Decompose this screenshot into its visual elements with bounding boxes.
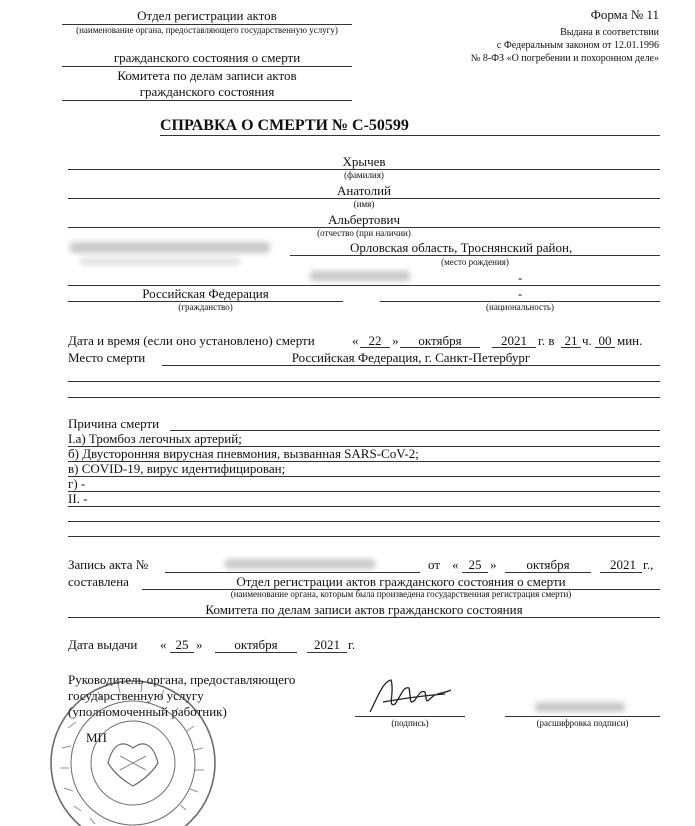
- birthplace-caption: (место рождения): [441, 257, 509, 267]
- cause-v: в) COVID-19, вирус идентифицирован;: [68, 461, 286, 476]
- issue-day: 25: [175, 637, 189, 652]
- citizenship-value: Российская Федерация: [142, 286, 269, 301]
- death-minute-suffix: мин.: [617, 333, 643, 348]
- patronymic-value: Альбертович: [328, 212, 400, 227]
- death-place-value: Российская Федерация, г. Санкт-Петербург: [291, 350, 531, 365]
- compiled-caption: (наименование органа, которым была произведена государственная регистрация смерти): [230, 589, 572, 599]
- issue-year-suffix: г.: [348, 637, 356, 652]
- compiled-by: Отдел регистрации актов гражданского состояния о смерти: [236, 574, 566, 589]
- patronymic-caption: (отчество (при наличии): [317, 228, 411, 238]
- issue-year: 2021: [314, 637, 340, 652]
- death-quote-open: «: [352, 333, 359, 348]
- cause-a: I.а) Тромбоз легочных артерий;: [68, 431, 242, 446]
- record-number-redacted: [225, 559, 375, 569]
- birthdate-caption-redacted: [80, 258, 240, 265]
- issue-quote-close: »: [196, 637, 203, 652]
- name-caption: (имя): [353, 199, 375, 209]
- record-ot: от: [428, 557, 441, 572]
- death-hour-suffix: ч.: [582, 333, 592, 348]
- issue-month: октября: [234, 637, 278, 652]
- death-place-label: Место смерти: [68, 350, 146, 365]
- death-year-suffix: г. в: [538, 333, 555, 348]
- death-month: октября: [418, 333, 462, 348]
- record-year-suffix: г.,: [643, 557, 654, 572]
- decode-redacted: [535, 702, 625, 712]
- compiled-by-line2: Комитета по делам записи актов гражданского состояния: [205, 602, 523, 617]
- head-line1: Руководитель органа, предоставляющего: [68, 672, 296, 687]
- signature-scribble: [365, 674, 455, 720]
- org-name-line1: Отдел регистрации актов: [137, 8, 277, 23]
- cause-g: г) -: [68, 476, 86, 491]
- issued-line1: Выдана в соответствии: [560, 27, 659, 38]
- org-name-line2: гражданского состояния о смерти: [113, 50, 301, 65]
- record-quote-close: »: [490, 557, 497, 572]
- cause-label: Причина смерти: [68, 416, 160, 431]
- record-quote-open: «: [452, 557, 459, 572]
- decode-caption: (расшифровка подписи): [536, 718, 629, 728]
- record-label: Запись акта №: [68, 557, 149, 572]
- sign-caption: (подпись): [391, 718, 429, 728]
- head-line3: (уполномоченный работник): [68, 704, 227, 719]
- mp-label: МП: [86, 730, 107, 745]
- issued-line2: с Федеральным законом от 12.01.1996: [496, 40, 659, 51]
- issue-quote-open: «: [160, 637, 167, 652]
- compiled-label: составлена: [68, 574, 129, 589]
- cause-b: б) Двусторонняя вирусная пневмония, вызванная SARS-CoV-2;: [68, 446, 419, 461]
- org-name-caption: (наименование органа, предоставляющего государственную услугу): [76, 25, 338, 35]
- issue-date-label: Дата выдачи: [68, 637, 138, 652]
- death-hour: 21: [564, 333, 578, 348]
- record-day: 25: [468, 557, 482, 572]
- head-line2: государственную услугу: [68, 688, 204, 703]
- death-quote-close: »: [392, 333, 399, 348]
- nationality-caption: (национальность): [486, 302, 554, 312]
- record-month: октября: [526, 557, 570, 572]
- death-minute: 00: [598, 333, 612, 348]
- birthdate-redacted: [70, 242, 270, 253]
- surname-caption: (фамилия): [344, 170, 384, 180]
- death-year: 2021: [501, 333, 527, 348]
- document-title: СПРАВКА О СМЕРТИ № С-50599: [160, 117, 409, 134]
- birthplace-town-redacted: [310, 271, 410, 281]
- citizenship-caption: (гражданство): [178, 302, 233, 312]
- org-name-line4: гражданского состояния: [139, 84, 275, 99]
- org-name-line3: Комитета по делам записи актов: [117, 68, 297, 83]
- surname-value: Хрычев: [342, 154, 386, 169]
- birthplace-dash: -: [518, 270, 523, 285]
- form-number: Форма № 11: [590, 7, 659, 22]
- cause-ii: II. -: [68, 491, 88, 506]
- record-year: 2021: [610, 557, 636, 572]
- official-seal-stamp: [38, 668, 216, 826]
- birthplace-value: Орловская область, Троснянский район,: [350, 240, 573, 255]
- death-date-label: Дата и время (если оно установлено) смерти: [68, 333, 315, 348]
- nationality-value: -: [517, 286, 523, 301]
- death-day: 22: [368, 333, 382, 348]
- issued-line3: № 8-ФЗ «О погребении и похоронном деле»: [470, 53, 659, 64]
- name-value: Анатолий: [336, 183, 392, 198]
